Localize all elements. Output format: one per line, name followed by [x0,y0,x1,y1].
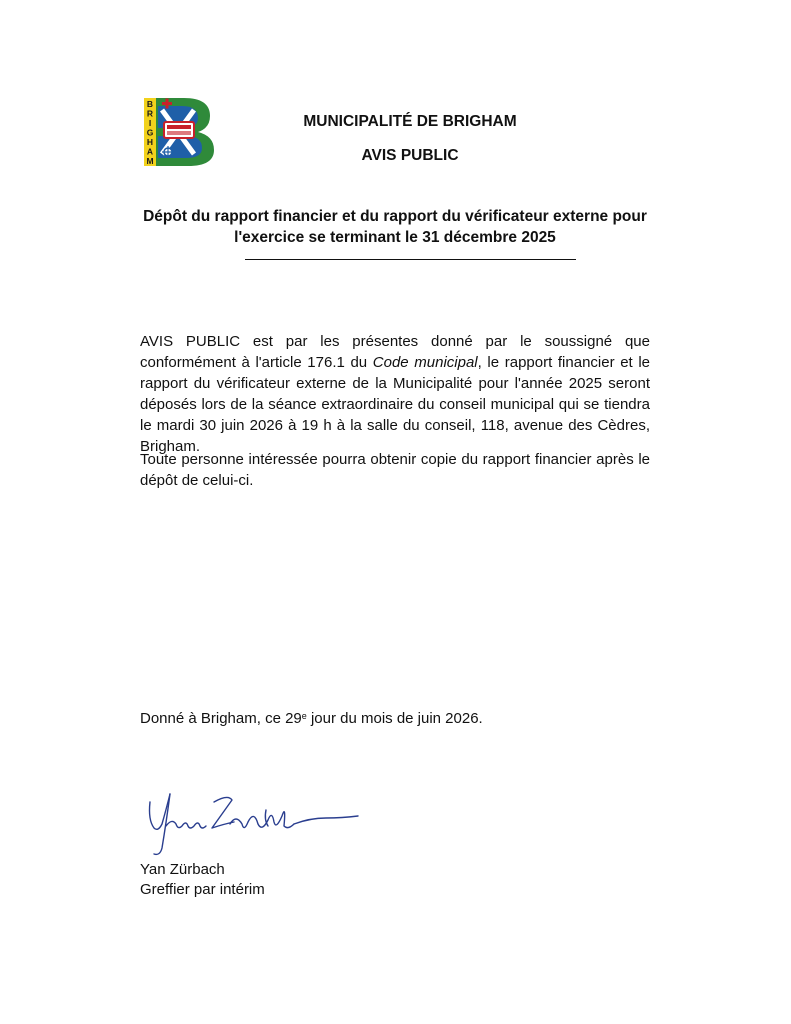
signatory-name: Yan Zürbach [140,861,225,878]
svg-text:A: A [146,146,154,157]
signatory-title: Greffier par intérim [140,881,265,898]
paragraph-1-text-start: AVIS PUBLIC est par les présentes donné par le soussigné que conformément à l'article 176.1 du [140,333,650,371]
svg-text:M: M [146,156,154,166]
closing-text-end: jour du mois de juin 2026. [306,710,483,727]
municipality-name: MUNICIPALITÉ DE BRIGHAM [303,113,517,130]
code-municipal-reference: Code municipal [372,354,478,371]
notice-label: AVIS PUBLIC [361,147,459,164]
handwritten-signature [136,780,366,860]
notice-paragraph-1 [140,331,650,457]
svg-text:H: H [146,137,154,147]
subject-line-2: l'exercice se terminant le 31 décembre 2025 [234,229,556,246]
notice-paragraph-2: Toute personne intéressée pourra obtenir copie du rapport financier après le dépôt de celui-ci. [140,451,650,489]
paragraph-1-text-end: , le rapport financier et le rapport du vérificateur externe de la Municipalité pour l'année 2025 seront déposés lors de la séance extraordinaire du conseil municipal qui se tiendra le mardi 30 juin 2026 à 19 h à la salle du conseil, 118, avenue des Cèdres, Brigham. [140,354,651,455]
svg-text:G: G [146,127,154,138]
ordinal-suffix: e [301,711,307,721]
subject-line-1: Dépôt du rapport financier et du rapport du vérificateur externe pour [143,208,647,225]
closing-text-start: Donné à Brigham, ce 29 [140,710,302,727]
svg-text:I: I [148,118,152,128]
notice-subject [130,206,660,248]
svg-text:B: B [146,99,154,109]
subject-underline [245,259,576,260]
svg-text:R: R [146,108,154,119]
municipality-logo [140,96,216,168]
closing-line [140,708,660,729]
